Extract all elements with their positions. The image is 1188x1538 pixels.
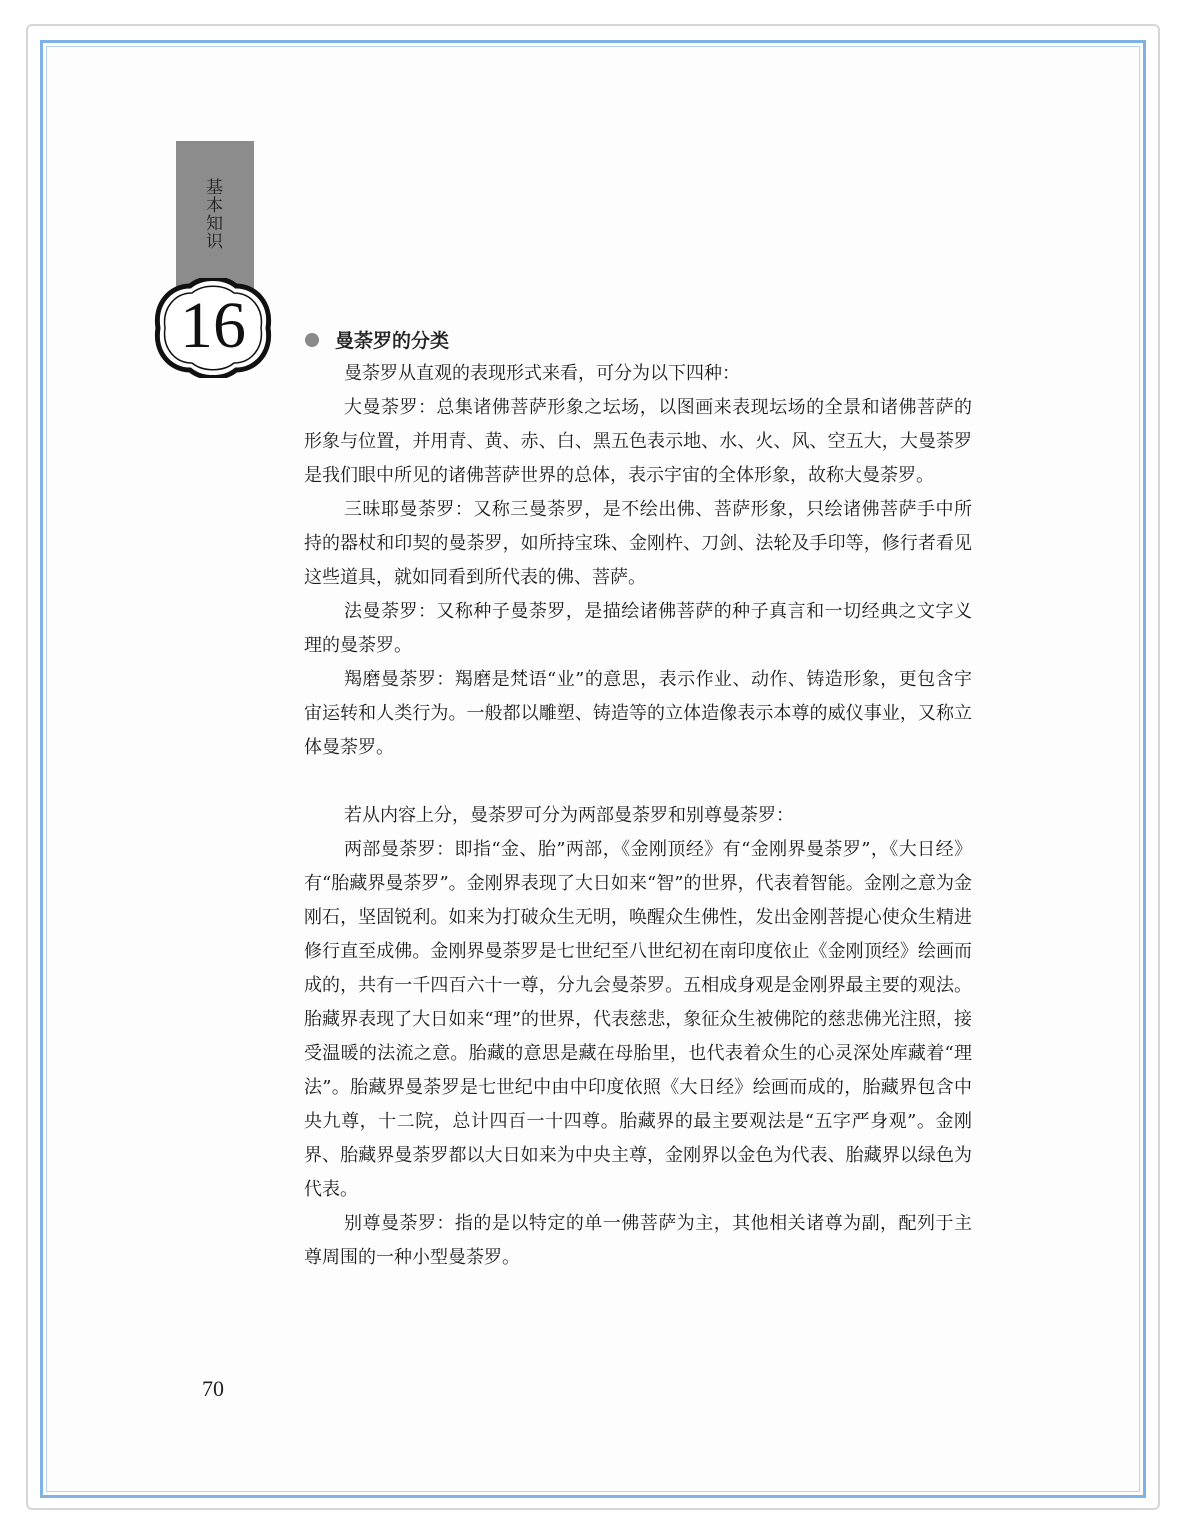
section-heading bbox=[305, 326, 449, 353]
paragraph-gap bbox=[304, 765, 972, 799]
bullet-icon bbox=[305, 333, 319, 347]
paragraph-great-mandala: 大曼荼罗：总集诸佛菩萨形象之坛场，以图画来表现坛场的全景和诸佛菩萨的形象与位置，并用青、黄、赤、白、黑五色表示地、水、火、风、空五大，大曼荼罗是我们眼中所见的诸佛菩萨世界的总体，表示宇宙的全体形象，故称大曼荼罗。 bbox=[304, 397, 972, 486]
section-heading-text: 曼荼罗的分类 bbox=[335, 330, 450, 352]
paragraph-karma-mandala: 羯磨曼荼罗：羯磨是梵语“业”的意思，表示作业、动作、铸造形象，更包含宇宙运转和人类行为。一般都以雕塑、铸造等的立体造像表示本尊的威仪事业，又称立体曼荼罗。 bbox=[304, 669, 972, 758]
paragraph-dharma-mandala: 法曼荼罗：又称种子曼荼罗，是描绘诸佛菩萨的种子真言和一切经典之文字义理的曼荼罗。 bbox=[304, 601, 972, 656]
page-number: 70 bbox=[202, 1376, 224, 1401]
paragraph-intro: 曼荼罗从直观的表现形式来看，可分为以下四种： bbox=[344, 363, 740, 384]
paragraph-samaya-mandala: 三昧耶曼荼罗：又称三曼荼罗，是不绘出佛、菩萨形象，只绘诸佛菩萨手中所持的器杖和印契的曼荼罗，如所持宝珠、金刚杵、刀剑、法轮及手印等，修行者看见这些道具，就如同看到所代表的佛、菩萨。 bbox=[304, 499, 972, 588]
paragraph-two-realms-mandala: 两部曼荼罗：即指“金、胎”两部，《金刚顶经》有“金刚界曼荼罗”，《大日经》有“胎藏界曼荼罗”。金刚界表现了大日如来“智”的世界，代表着智能。金刚之意为金刚石，坚固锐利。如来为打破众生无明，唤醒众生佛性，发出金刚菩提心使众生精进修行直至成佛。金刚界曼荼罗是七世纪至八世纪初在南印度依止《金刚顶经》绘画而成的，共有一千四百六十一尊，分九会曼荼罗。五相成身观是金刚界最主要的观法。胎藏界表现了大日如来“理”的世界，代表慈悲，象征众生被佛陀的慈悲佛光注照，接受温暖的法流之意。胎藏的意思是藏在母胎里，也代表着众生的心灵深处库藏着“理法”。胎藏界曼荼罗是七世纪中由中印度依照《大日经》绘画而成的，胎藏界包含中央九尊，十二院，总计四百一十四尊。胎藏界的最主要观法是“五字严身观”。金刚界、胎藏界曼荼罗都以大日如来为中央主尊，金刚界以金色为代表、胎藏界以绿色为代表。 bbox=[304, 839, 972, 1200]
paragraph-individual-mandala: 别尊曼荼罗：指的是以特定的单一佛菩萨为主，其他相关诸尊为副，配列于主尊周围的一种小型曼荼罗。 bbox=[304, 1213, 972, 1268]
section-tab-label: 基本知识 bbox=[202, 178, 222, 250]
paragraph-content-intro: 若从内容上分，曼荼罗可分为两部曼荼罗和别尊曼荼罗： bbox=[344, 805, 794, 826]
chapter-number: 16 bbox=[180, 289, 246, 362]
body-text bbox=[304, 357, 972, 1275]
